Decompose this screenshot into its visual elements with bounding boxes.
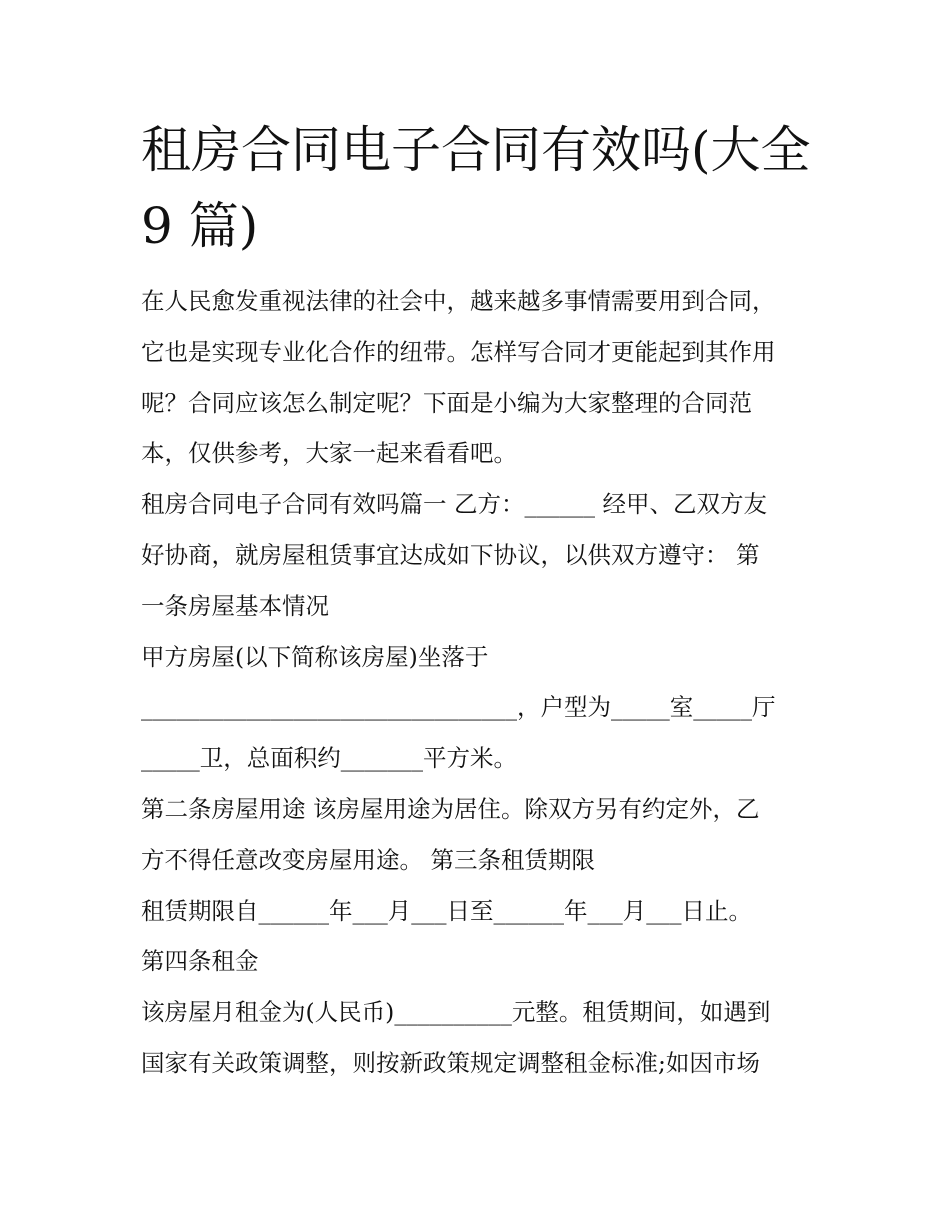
body-line: 租赁期限自______年___月___日至______年___月___日止。 bbox=[141, 896, 752, 925]
body-line: ________________________________，户型为_____室_____厅 bbox=[141, 693, 776, 722]
body-line: 甲方房屋(以下简称该房屋)坐落于 bbox=[141, 642, 489, 671]
body-line: 在人民愈发重视法律的社会中，越来越多事情需要用到合同， bbox=[141, 287, 776, 315]
body-line: 国家有关政策调整，则按新政策规定调整租金标准;如因市场 bbox=[141, 1048, 760, 1077]
body-line: 呢？合同应该怎么制定呢？下面是小编为大家整理的合同范 bbox=[141, 388, 752, 417]
body-line: _____卫，总面积约_______平方米。 bbox=[141, 744, 517, 773]
document-title bbox=[141, 112, 821, 264]
body-line: 好协商，就房屋租赁事宜达成如下协议，以供双方遵守： 第 bbox=[141, 540, 760, 569]
body-line: 第二条房屋用途 该房屋用途为居住。除双方另有约定外，乙 bbox=[141, 794, 760, 823]
body-line: 租房合同电子合同有效吗篇一 乙方：______ 经甲、乙双方友 bbox=[141, 490, 767, 519]
title-line: 9 篇) bbox=[141, 197, 259, 255]
body-line: 本，仅供参考，大家一起来看看吧。 bbox=[141, 439, 517, 468]
body-line: 该房屋月租金为(人民币)__________元整。租赁期间，如遇到 bbox=[141, 998, 771, 1027]
body-line: 第四条租金 bbox=[141, 947, 259, 976]
body-line: 一条房屋基本情况 bbox=[141, 591, 329, 620]
body-line: 方不得任意改变房屋用途。 第三条租赁期限 bbox=[141, 845, 595, 874]
document-body bbox=[141, 276, 841, 1089]
body-line: 它也是实现专业化合作的纽带。怎样写合同才更能起到其作用 bbox=[141, 337, 776, 366]
title-line: 租房合同电子合同有效吗(大全 bbox=[141, 121, 811, 179]
